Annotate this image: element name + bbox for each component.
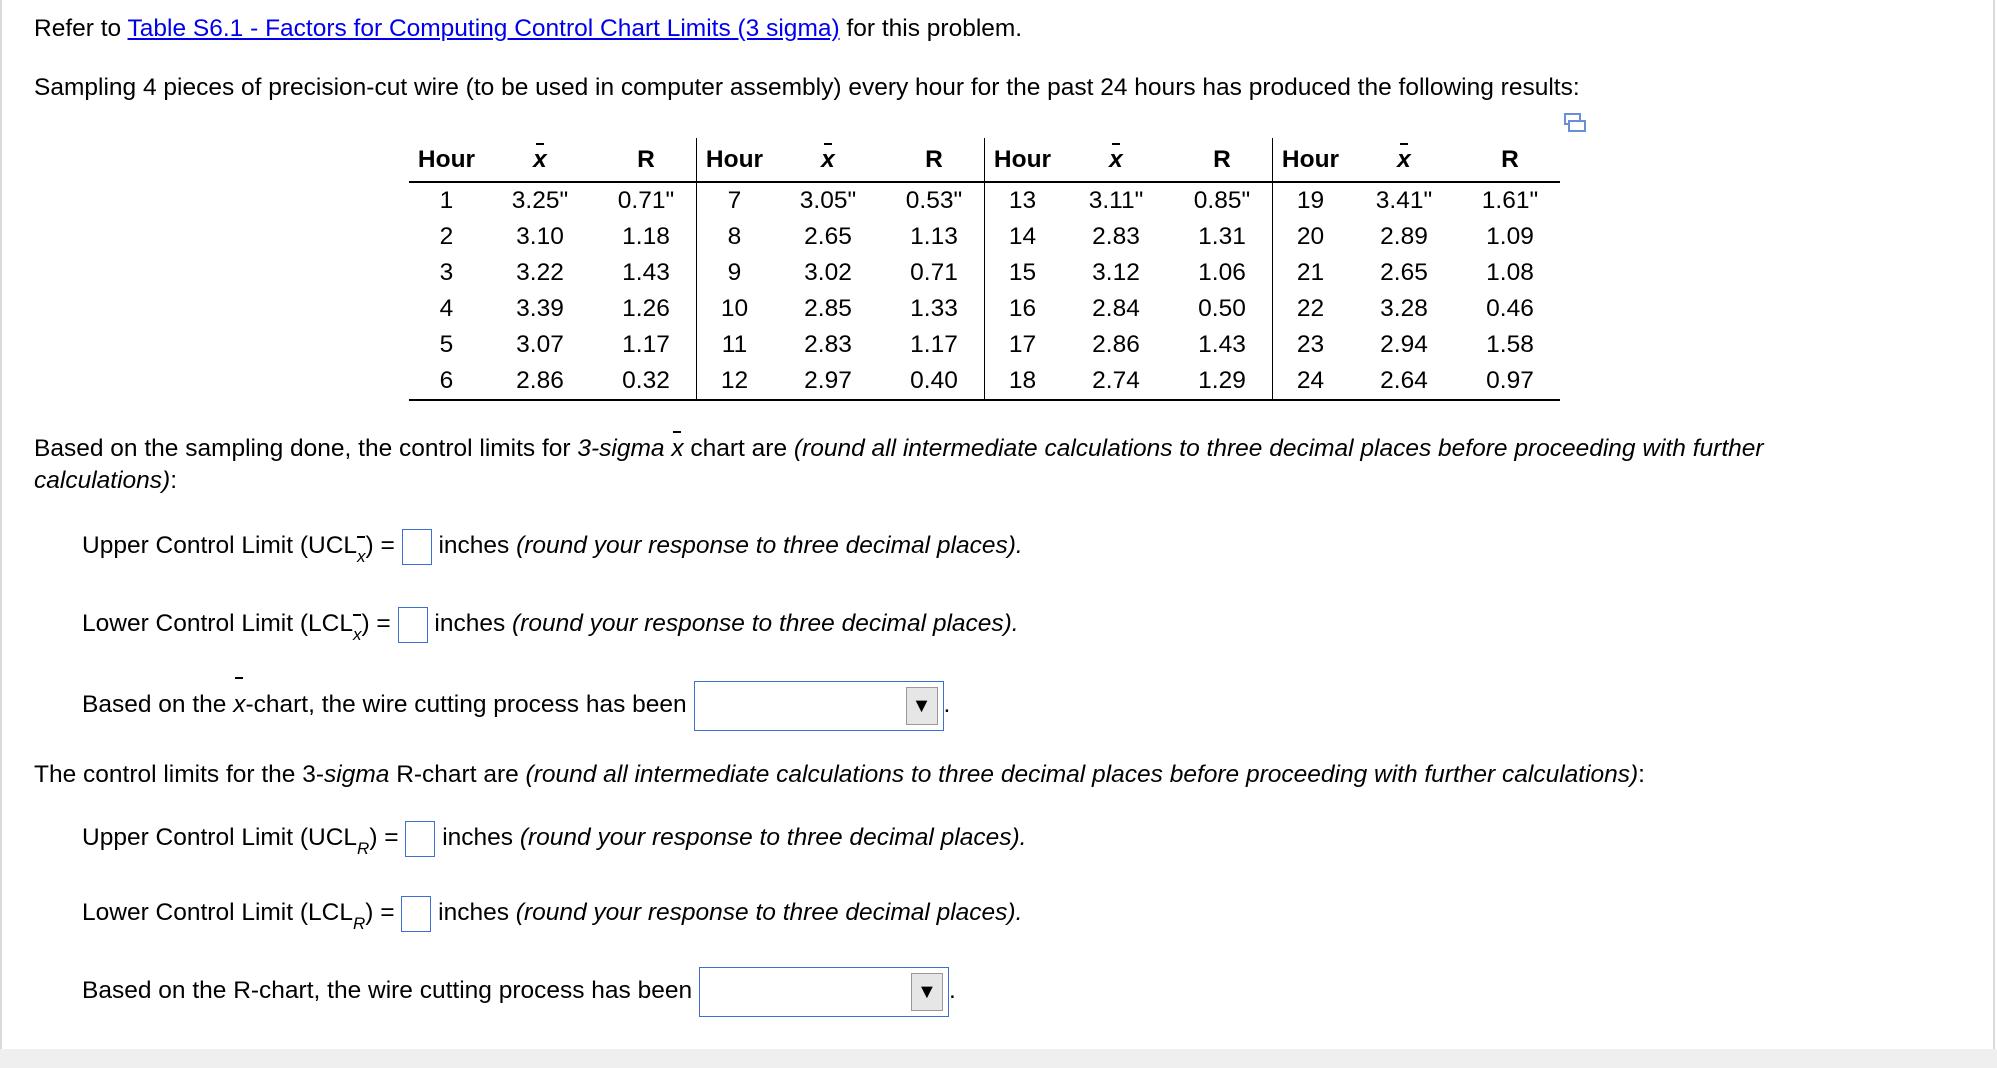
table-row <box>409 327 1560 363</box>
col-header-xbar: x <box>772 138 884 182</box>
range-cell: 1.18 <box>596 219 697 255</box>
range-cell: 1.08 <box>1486 259 1534 286</box>
xbar-process-row: Based on the x-chart, the wire cutting process has been ▼ . <box>82 680 950 731</box>
hour-cell: 9 <box>727 259 742 286</box>
range-cell: 1.17 <box>884 327 985 363</box>
range-cell: 0.53" <box>884 182 985 219</box>
xbar-process-dropdown[interactable] <box>694 681 944 731</box>
xbar-dropdown-value <box>695 682 906 730</box>
hour-cell: 19 <box>1296 187 1325 214</box>
xbar-cell: 3.11" <box>1088 187 1144 214</box>
range-cell: 1.33 <box>884 291 985 327</box>
lcl-r-input[interactable] <box>401 896 431 932</box>
xbar-cell: 3.05" <box>799 187 857 214</box>
range-cell: 1.31 <box>1172 219 1273 255</box>
table-row <box>409 291 1560 327</box>
ucl-r-input[interactable] <box>405 821 435 857</box>
range-cell: 0.46 <box>1486 295 1534 322</box>
xbar-cell: 3.12 <box>1092 259 1140 286</box>
col-header-xbar: x <box>484 138 596 182</box>
hour-cell: 1 <box>439 187 454 214</box>
hour-cell: 3 <box>439 259 454 286</box>
hour-cell: 13 <box>1008 187 1037 214</box>
range-cell: 1.09 <box>1486 223 1534 250</box>
lcl-r-row: Lower Control Limit $(LCL_R)$ = inches (round your response to three decimal places). <box>82 895 1022 933</box>
xbar-section-intro-cont: calculations): <box>34 467 177 494</box>
xbar-cell: 2.83 <box>1092 223 1140 250</box>
range-cell: 1.61" <box>1481 187 1539 214</box>
col-header-hour: Hour <box>697 138 773 182</box>
table-header-row <box>409 138 1560 182</box>
col-header-hour: Hour <box>1273 138 1349 182</box>
col-header-xbar: x <box>1060 138 1172 182</box>
hour-cell: 6 <box>409 363 484 400</box>
intro-prefix: Refer to <box>34 15 128 42</box>
triangle-down-icon[interactable]: ▼ <box>911 973 943 1011</box>
ucl-r-row: Upper Control Limit $(UCL_R)$ = inches (round your response to three decimal places). <box>82 820 1026 858</box>
hour-cell: 15 <box>1008 259 1037 286</box>
table-s6-1-link[interactable]: Table S6.1 - Factors for Computing Control Chart Limits (3 sigma) <box>127 15 840 42</box>
hour-cell: 21 <box>1296 259 1325 286</box>
range-cell: 0.50 <box>1172 291 1273 327</box>
intro-line <box>34 14 1022 44</box>
ucl-xbar-input[interactable] <box>402 529 432 565</box>
xbar-cell: 3.28 <box>1380 295 1428 322</box>
table-row <box>409 363 1560 400</box>
xbar-cell: 3.22 <box>516 259 564 286</box>
hour-cell: 5 <box>439 331 454 358</box>
r-process-dropdown[interactable] <box>699 967 949 1017</box>
range-cell: 1.43 <box>1172 327 1273 363</box>
col-header-range: R <box>1172 138 1273 182</box>
table-row <box>409 219 1560 255</box>
xbar-cell: 2.65 <box>1380 259 1428 286</box>
lcl-r-label: Lower Control Limit (LCL <box>82 899 353 926</box>
hour-cell: 16 <box>1008 295 1037 322</box>
xbar-cell: 2.74 <box>1060 363 1172 400</box>
lcl-xbar-label: Lower Control Limit (LCL <box>82 610 353 637</box>
col-header-hour: Hour <box>409 138 484 182</box>
hour-cell: 18 <box>985 363 1061 400</box>
col-header-range: R <box>884 138 985 182</box>
hour-cell: 2 <box>439 223 454 250</box>
range-cell: 0.85" <box>1172 182 1273 219</box>
sample-data-table <box>409 138 1560 401</box>
xbar-cell: 2.86 <box>484 363 596 400</box>
range-cell: 1.13 <box>884 219 985 255</box>
col-header-hour: Hour <box>985 138 1061 182</box>
hour-cell: 22 <box>1296 295 1325 322</box>
xbar-cell: 3.25" <box>511 187 569 214</box>
hour-cell: 11 <box>721 331 748 358</box>
expand-table-icon[interactable] <box>1564 113 1586 133</box>
xbar-cell: 2.89 <box>1380 223 1428 250</box>
lcl-xbar-input[interactable] <box>398 607 428 643</box>
hour-cell: 7 <box>727 187 742 214</box>
table-row <box>409 182 1560 219</box>
hour-cell: 20 <box>1296 223 1325 250</box>
ucl-r-label: Upper Control Limit (UCL <box>82 824 358 851</box>
hour-cell: 24 <box>1273 363 1349 400</box>
ucl-xbar-row: Upper Control Limit $(UCL_x)$ = inches (round your response to three decimal places). <box>82 528 1023 566</box>
xbar-cell: 3.07 <box>516 331 564 358</box>
r-dropdown-value <box>700 968 911 1016</box>
col-header-range: R <box>596 138 697 182</box>
r-process-row: Based on the R-chart, the wire cutting process has been ▼ . <box>82 966 956 1017</box>
lcl-xbar-row: Lower Control Limit $(LCL_x)$ = inches (round your response to three decimal places). <box>82 606 1019 644</box>
hour-cell: 14 <box>1008 223 1037 250</box>
xbar-cell: 3.41" <box>1375 187 1433 214</box>
range-cell: 0.40 <box>884 363 985 400</box>
xbar-cell: 2.65 <box>804 223 852 250</box>
range-cell: 1.43 <box>596 255 697 291</box>
range-cell: 0.71 <box>884 255 985 291</box>
range-cell: 1.58 <box>1486 331 1534 358</box>
xbar-cell: 2.84 <box>1092 295 1140 322</box>
xbar-section-intro: Based on the sampling done, the control limits for 3-sigma x chart are (round all intermediate calculations to three decimal places before proceeding with further <box>34 435 1764 462</box>
xbar-cell: 3.39 <box>516 295 564 322</box>
xbar-cell: 3.02 <box>804 259 852 286</box>
hour-cell: 17 <box>1008 331 1037 358</box>
range-cell: 1.06 <box>1172 255 1273 291</box>
hour-cell: 8 <box>727 223 742 250</box>
page-footer-band <box>0 1049 1997 1068</box>
xbar-cell: 2.85 <box>804 295 852 322</box>
ucl-xbar-label: Upper Control Limit (UCL <box>82 532 358 559</box>
col-header-xbar: x <box>1348 138 1460 182</box>
xbar-cell: 2.64 <box>1348 363 1460 400</box>
xbar-cell: 2.97 <box>772 363 884 400</box>
hour-cell: 4 <box>439 295 454 322</box>
range-cell: 1.29 <box>1172 363 1273 400</box>
hour-cell: 12 <box>697 363 773 400</box>
range-cell: 0.97 <box>1460 363 1560 400</box>
hour-cell: 23 <box>1296 331 1325 358</box>
xbar-cell: 2.86 <box>1092 331 1140 358</box>
intro-suffix: for this problem. <box>839 15 1023 42</box>
xbar-cell: 3.10 <box>516 223 564 250</box>
r-section-intro: The control limits for the 3-sigma R-chart are (round all intermediate calculations to three decimal places before proceeding with further calculations): <box>34 761 1645 788</box>
range-cell: 0.32 <box>596 363 697 400</box>
range-cell: 0.71" <box>596 182 697 219</box>
xbar-cell: 2.83 <box>804 331 852 358</box>
range-cell: 1.17 <box>596 327 697 363</box>
hour-cell: 10 <box>720 295 749 322</box>
table-row <box>409 255 1560 291</box>
triangle-down-icon[interactable]: ▼ <box>906 687 938 725</box>
col-header-range: R <box>1460 138 1560 182</box>
range-cell: 1.26 <box>596 291 697 327</box>
xbar-cell: 2.94 <box>1380 331 1428 358</box>
problem-statement: Sampling 4 pieces of precision-cut wire (to be used in computer assembly) every hour for the past 24 hours has produced the following results: <box>34 74 1580 101</box>
